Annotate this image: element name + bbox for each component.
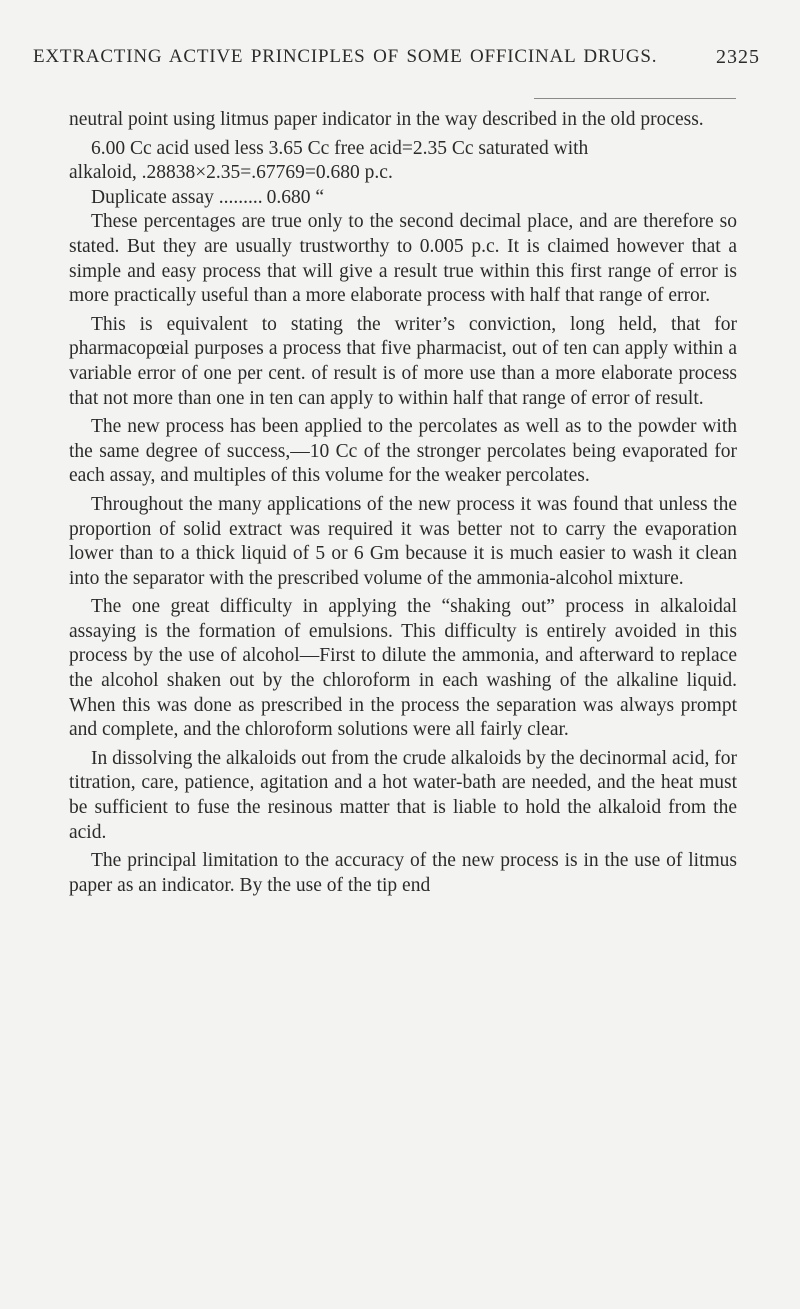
duplicate-assay-value: 0.680 “ bbox=[266, 186, 325, 208]
paragraph-evaporation: Throughout the many applications of the new process it was found that unless the proportion of solid extract was required it was better not to carry the evaporation lower than to a thick liquid of 5 or 6 Gm because it is much easier to wash it clean into the separator with the prescribed volume of the ammonia-alcohol mixture. bbox=[69, 493, 737, 589]
paragraph-conviction: This is equivalent to stating the writer’s conviction, long held, that for pharmacopœial purposes a process that five pharmacist, out of ten can apply within a variable error of one per cent. of result is of more use than a more elaborate process that not more than one in ten can apply to within half that range of error of result. bbox=[69, 313, 737, 409]
duplicate-assay-line bbox=[69, 186, 737, 211]
duplicate-assay-label: Duplicate assay ......... bbox=[91, 186, 263, 208]
paragraph-continuation: neutral point using litmus paper indicator in the way described in the old process. bbox=[69, 109, 704, 130]
paragraph-emulsions: The one great difficulty in applying the “shaking out” process in alkaloidal assaying is the formation of emulsions. This difficulty is entirely avoided in this process by the use of alcohol—First to dilute the ammonia, and afterward to replace the alcohol shaken out by the chloroform in each washing of the alkaline liquid. When this was done as prescribed in the process the separation was always prompt and complete, and the chloroform solutions were all fairly clear. bbox=[69, 596, 737, 741]
paragraph-limitation: The principal limitation to the accuracy of the new process is in the use of litmus paper as an indicator. By the use of the tip end bbox=[69, 850, 737, 896]
running-head bbox=[33, 46, 760, 76]
body-text bbox=[69, 108, 737, 902]
paragraph-percentages: These percentages are true only to the second decimal place, and are therefore so stated. But they are usually trustworthy to 0.005 p.c. It is claimed however that a simple and easy process that will give a result true within this first range of error is more practically useful than a more elaborate process with half that range of error. bbox=[69, 211, 737, 307]
running-head-title: EXTRACTING ACTIVE PRINCIPLES OF SOME OFFICINAL DRUGS. bbox=[33, 46, 658, 67]
paragraph-dissolving: In dissolving the alkaloids out from the crude alkaloids by the decinormal acid, for titration, care, patience, agitation and a hot water-bath are needed, and the heat must be sufficient to fuse the resinous matter that is liable to hold the alkaloid from the acid. bbox=[69, 747, 737, 843]
page-number: 2325 bbox=[716, 46, 760, 68]
header-rule bbox=[534, 98, 736, 99]
paragraph-calculation-line-1: 6.00 Cc acid used less 3.65 Cc free acid=2.35 Cc saturated with bbox=[91, 137, 589, 159]
paragraph-percolates: The new process has been applied to the percolates as well as to the powder with the same degree of success,—10 Cc of the stronger percolates being evaporated for each assay, and multiples of this volume for the weaker percolates. bbox=[69, 416, 737, 487]
paragraph-calculation-line-2: alkaloid, .28838×2.35=.67769=0.680 p.c. bbox=[69, 162, 393, 184]
